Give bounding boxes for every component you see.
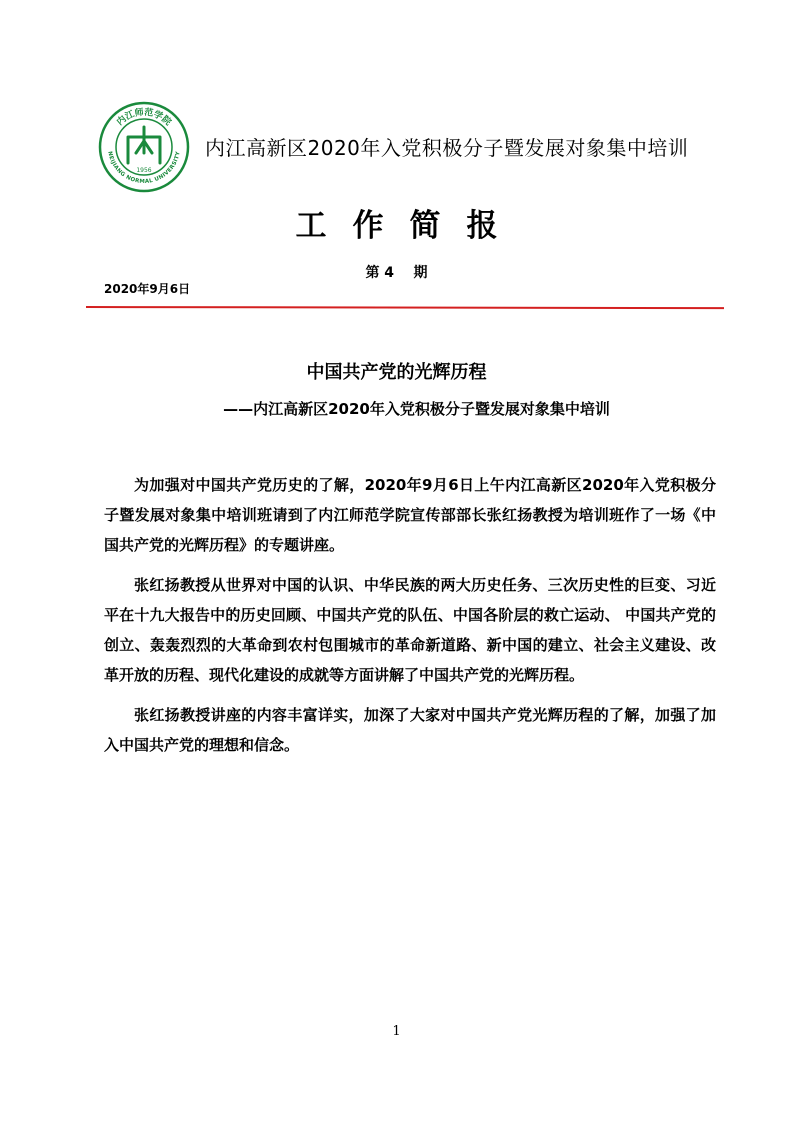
paragraph: 张红扬教授讲座的内容丰富详实，加深了大家对中国共产党光辉历程的了解，加强了加入中国共产党的理想和信念。 (104, 706, 716, 754)
page-number: 1 (392, 1024, 401, 1039)
organization-header: 内江高新区2020年入党积极分子暨发展对象集中培训 (205, 136, 689, 160)
seal-text-bottom: NEIJIANG NORMAL UNIVERSITY (106, 150, 182, 186)
article-title: 中国共产党的光辉历程 (306, 362, 487, 383)
red-divider (86, 306, 724, 309)
seal-year: 1956 (136, 167, 152, 174)
report-title: 工作简报 (295, 208, 524, 244)
seal-text-top: 内江师范学院 (115, 107, 173, 128)
article-subtitle: ——内江高新区2020年入党积极分子暨发展对象集中培训 (223, 400, 610, 418)
article-body (104, 470, 716, 770)
report-date: 2020年9月6日 (104, 282, 191, 296)
paragraph: 为加强对中国共产党历史的了解，2020年9月6日上午内江高新区2020年入党积极分子暨发展对象集中培训班请到了内江师范学院宣传部部长张红扬教授为培训班作了一场《中国共产党的光辉历程》的专题讲座。 (104, 476, 716, 554)
university-seal-icon (98, 101, 190, 193)
paragraph: 张红扬教授从世界对中国的认识、中华民族的两大历史任务、三次历史性的巨变、习近平在十九大报告中的历史回顾、中国共产党的队伍、中国各阶层的救亡运动、 中国共产党的创立、轰轰烈烈的大革命到农村包围城市的革命新道路、新中国的建立、社会主义建设、改革开放的历程、现代化建设的成就等方面讲解了中国共产党的光辉历程。 (104, 576, 716, 684)
issue-number: 第 4 期 (365, 265, 428, 281)
